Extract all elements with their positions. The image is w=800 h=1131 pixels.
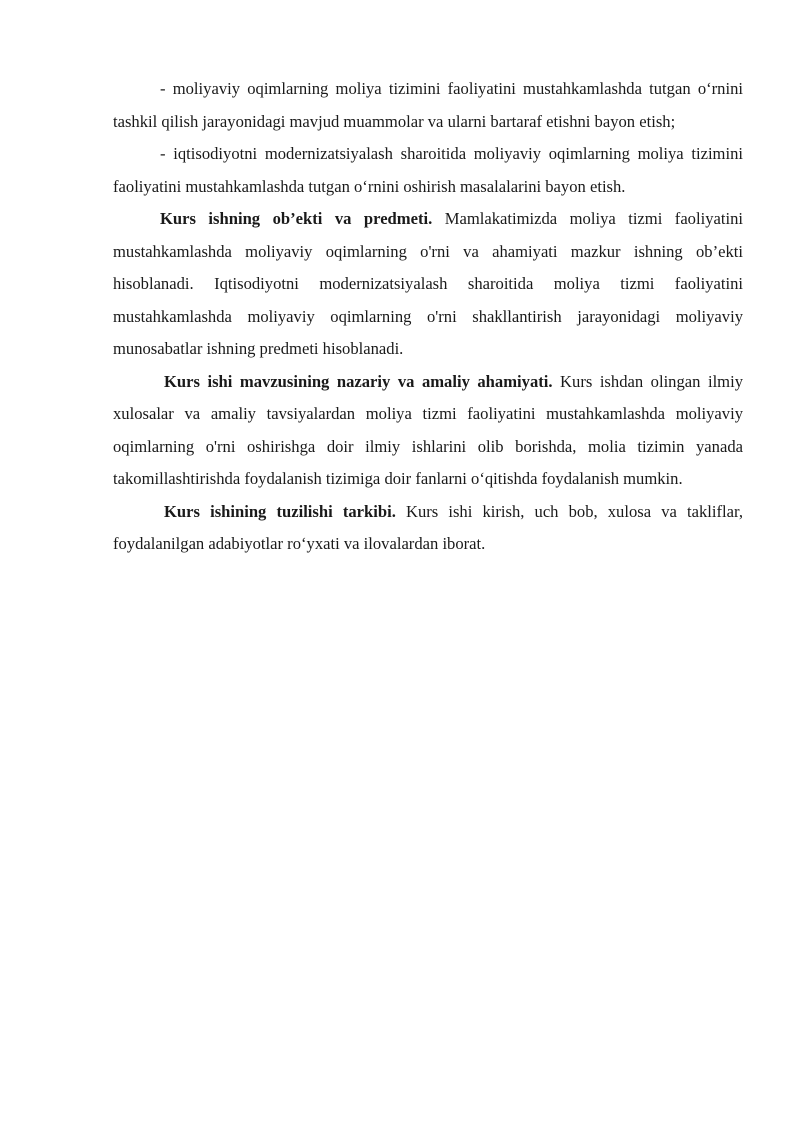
section-heading: Kurs ishining tuzilishi tarkibi. (164, 501, 396, 521)
section-heading: Kurs ishning ob’ekti va predmeti. (160, 209, 433, 228)
section-significance (113, 366, 743, 496)
section-text: Mamlakatimizda moliya tizmi faoliyatini mustahkamlashda moliyaviy oqimlarning o'rni va ahamiyati mazkur ishning ob’ekti hisoblanadi. Iqtisodiyotni modernizatsiyalash sharoitida moliya tizmi faoliyatini mustahkamlashda moliyaviy oqimlarning o'rni shakllantirish jarayonidagi moliyaviy munosabatlar ishning predmeti hisoblanadi. (113, 209, 743, 358)
section-text: Kurs ishdan olingan ilmiy xulosalar va amaliy tavsiyalardan moliya tizmi faoliyatini mustahkamlashda moliyaviy oqimlarning o'rni oshirishga doir ilmiy ishlarini olib borishda, molia tizimin yanada takomillashtirishda foydalanish tizimiga doir fanlarni o‘qitishda foydalanish mumkin. (113, 371, 743, 488)
document-body (113, 73, 743, 561)
section-object-subject (113, 203, 743, 366)
section-text: Kurs ishi kirish, uch bob, xulosa va takliflar, foydalanilgan adabiyotlar ro‘yxati va ilovalardan iborat. (113, 501, 743, 553)
bullet-item-1: - moliyaviy oqimlarning moliya tizimini faoliyatini mustahkamlashda tutgan o‘rnini tashkil qilish jarayonidagi mavjud muammolar va ularni bartaraf etishni bayon etish; (113, 79, 743, 131)
section-heading: Kurs ishi mavzusining nazariy va amaliy ahamiyati. (164, 371, 553, 391)
bullet-item-2: - iqtisodiyotni modernizatsiyalash sharoitida moliyaviy oqimlarning moliya tizimini faoliyatini mustahkamlashda tutgan o‘rnini oshirish masalalarini bayon etish. (113, 144, 743, 196)
section-structure (113, 496, 743, 561)
